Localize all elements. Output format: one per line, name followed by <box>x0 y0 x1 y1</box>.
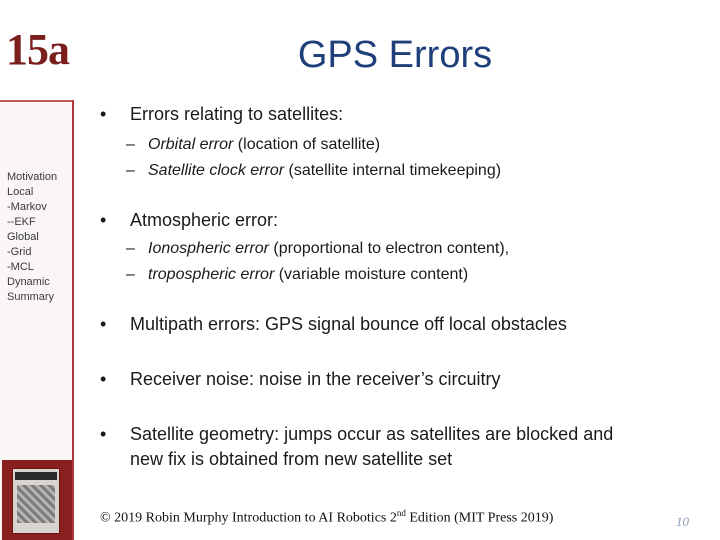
sub-bullet-text <box>148 240 509 258</box>
bullet-marker: • <box>100 424 107 444</box>
sidebar-item-markov: -Markov <box>7 201 47 213</box>
bullet-marker: • <box>100 104 107 124</box>
sub-bullet-text <box>148 136 380 154</box>
sidebar-item-ekf: --EKF <box>7 216 36 228</box>
italic-term: Orbital error <box>148 136 234 153</box>
sidebar-item-grid: -Grid <box>7 246 32 258</box>
term-description: (satellite internal timekeeping) <box>284 162 502 179</box>
bullet-text: Atmospheric error: <box>130 210 279 230</box>
bullet-text-line-1: Satellite geometry: jumps occur as satellites are blocked and <box>130 424 614 444</box>
sidebar-divider <box>72 100 74 540</box>
sidebar-item-mcl: -MCL <box>7 261 34 273</box>
footer-superscript: nd <box>396 508 406 518</box>
sidebar-top-divider <box>0 100 74 102</box>
sidebar-item-local: Local <box>7 186 34 198</box>
sidebar-nav <box>7 170 57 305</box>
sub-bullet-text <box>148 266 468 284</box>
term-description: (variable moisture content) <box>274 266 469 283</box>
bullet-marker: • <box>100 314 107 334</box>
sidebar-item-motivation: Motivation <box>7 171 58 183</box>
bullet-text: Multipath errors: GPS signal bounce off local obstacles <box>130 314 567 334</box>
footer-text-after: Edition (MIT Press 2019) <box>405 510 554 526</box>
bullet-text: Errors relating to satellites: <box>130 104 344 124</box>
chapter-number: 15a <box>6 25 69 74</box>
book-title-band <box>15 472 57 480</box>
dash-marker: – <box>126 266 135 283</box>
bullet-text-line-2: new fix is obtained from new satellite set <box>130 449 453 469</box>
book-cover-panel <box>12 468 60 534</box>
term-description: (proportional to electron content), <box>268 240 510 257</box>
term-description: (location of satellite) <box>233 136 381 153</box>
book-cover-art <box>17 485 55 523</box>
sidebar-item-global: Global <box>7 231 39 243</box>
italic-term: tropospheric error <box>148 266 275 283</box>
italic-term: Ionospheric error <box>148 240 269 257</box>
dash-marker: – <box>126 162 135 179</box>
dash-marker: – <box>126 136 135 153</box>
copyright-footer <box>100 508 553 527</box>
sidebar-item-summary: Summary <box>7 291 55 303</box>
bullet-marker: • <box>100 210 107 230</box>
book-cover-image <box>2 460 72 540</box>
bullet-text: Receiver noise: noise in the receiver’s circuitry <box>130 369 501 389</box>
italic-term: Satellite clock error <box>148 162 285 179</box>
slide-title: GPS Errors <box>297 34 493 76</box>
page-number: 10 <box>676 514 689 529</box>
sub-bullet-text <box>148 162 501 180</box>
bullet-marker: • <box>100 369 107 389</box>
dash-marker: – <box>126 240 135 257</box>
footer-text-before: © 2019 Robin Murphy Introduction to AI Robotics 2 <box>100 510 397 526</box>
sidebar-item-dynamic: Dynamic <box>7 276 50 288</box>
